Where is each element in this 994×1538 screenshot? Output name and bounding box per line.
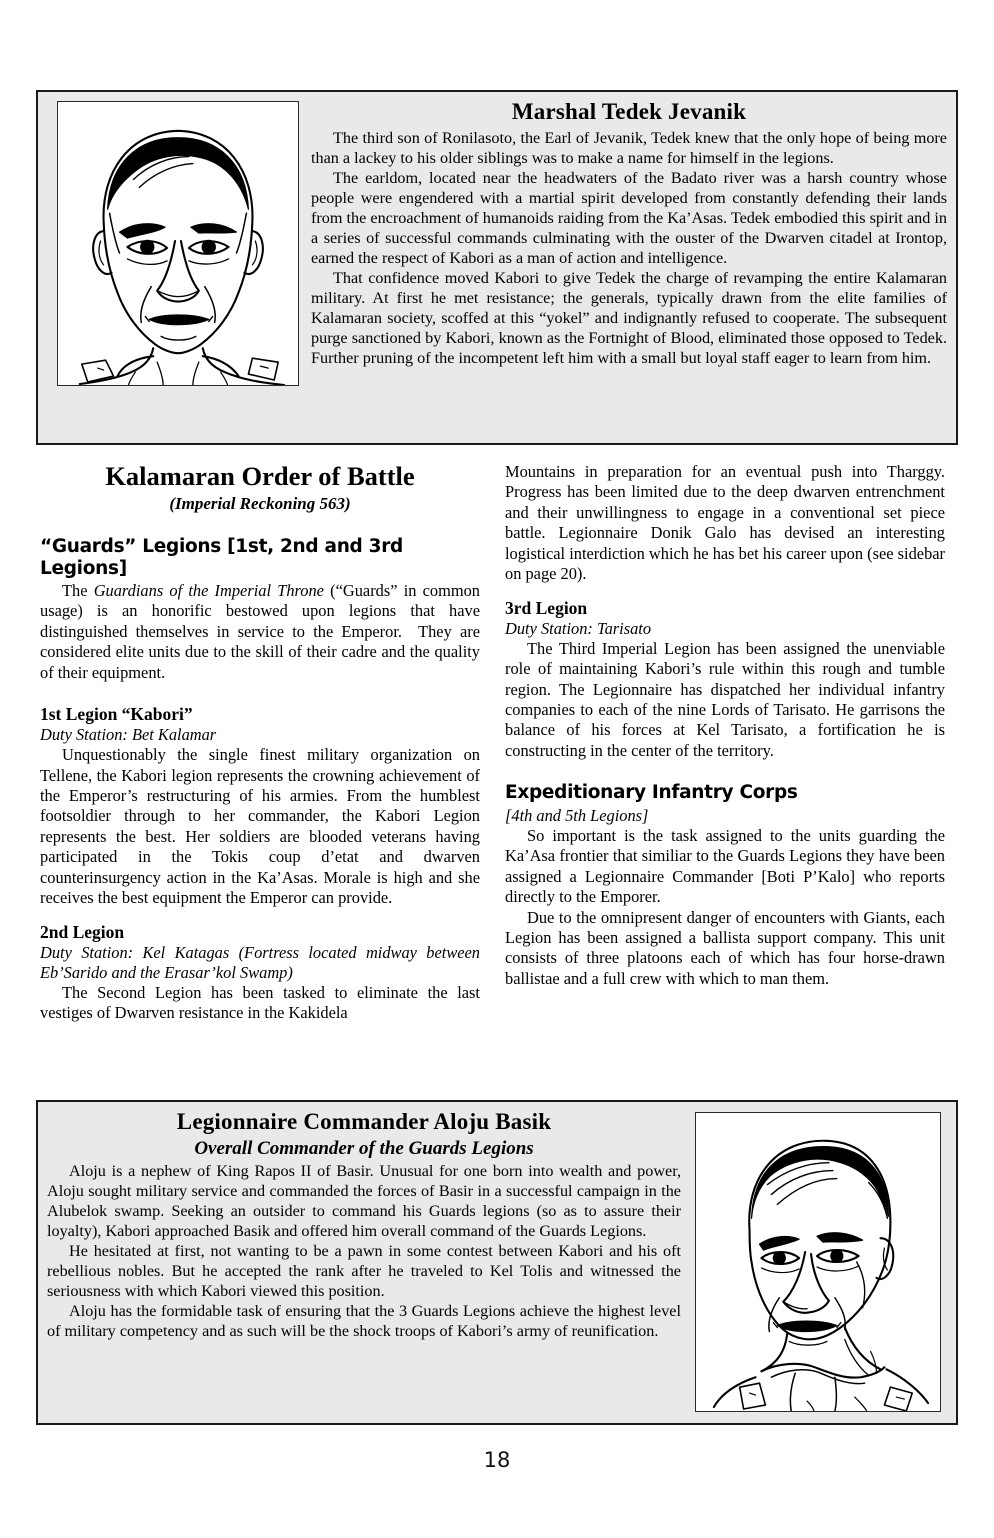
aloju-paragraph-1: Aloju is a nephew of King Rapos II of Basir. Unusual for one born into wealth and power, Aloju sought military service and commanded the forces of Basir in a successful campaign in the Alubelok swamp. Seeking an outsider to command his Guards legions (so as to assure their loyalty), Kabori approached Basik and offered him overall command of the Guards Legions. [47,1162,681,1241]
page-title: Kalamaran Order of Battle [105,461,415,491]
guards-legions-heading: “Guards” Legions [1st, 2nd and 3rd Legions] [40,536,403,579]
first-legion-heading: 1st Legion “Kabori” [40,703,193,724]
aloju-box-subtitle: Overall Commander of the Guards Legions [194,1137,534,1159]
second-legion-duty-station: Duty Station: Kel Katagas (Fortress located midway between Eb’Sarido and the Erasar’kol Swamp) [40,942,480,982]
aloju-paragraph-2: He hesitated at first, not wanting to be a pawn in some contest between Kabori and his oft rebellious nobles. But he accepted the rank after he traveled to Kel Tolis and witnessed the seriousness with which Kabori viewed this position. [47,1242,681,1301]
marshal-tedek-jevanik-portrait [57,101,299,386]
marshal-tedek-jevanik-box [36,90,958,445]
guards-legions-intro: The Guardians of the Imperial Throne (“Guards” in common usage) is an honorific bestowed upon legions that have distinguished themselves in service to the Emperor. They are considered elite units due to the skill of their cadre and the quality of their equipment. [40,580,480,682]
second-legion-body-continued: Mountains in preparation for an eventual push into Tharggy. Progress has been limited due to the deep dwarven entrenchment and their unwillingness to engage in a conventional set piece battle. Legionnaire Donik Galo has devised an interesting logistical interdiction which he has bet his career upon (see sidebar on page 20). [505,462,945,584]
page-number: 18 [483,1448,511,1472]
marshal-paragraph-1: The third son of Ronilasoto, the Earl of Jevanik, Tedek knew that the only hope of being more than a lackey to his older siblings was to make a name for himself in the legions. [311,128,947,167]
first-legion-duty-station: Duty Station: Bet Kalamar [40,724,217,744]
third-legion-body: The Third Imperial Legion has been assigned the unenviable role of maintaining Kabori’s rule within this rough and tumble region. The Legionnaire has dispatched her individual infantry companies to each of the nine Lords of Tarisato. He garrisons the balance of his forces at Kel Tarisato, a fortification he is constructing in the center of the territory. [505,638,945,760]
third-legion-heading: 3rd Legion [505,597,588,618]
article-right-column [505,462,945,989]
aloju-paragraph-3: Aloju has the formidable task of ensuring that the 3 Guards Legions achieve the highest level of military competency and as such will be the shock troops of Kabori’s army of reunification. [47,1302,681,1341]
marshal-paragraph-3: That confidence moved Kabori to give Tedek the charge of revamping the entire Kalamaran military. At first he met resistance; the generals, typically drawn from the elite families of Kalamaran society, scoffed at this “yokel” and indignantly refused to cooperate. The subsequent purge sanctioned by Kabori, known as the Fortnight of Blood, eliminated those opposed to Tedek. Further pruning of the incompetent left him with a small but loyal staff eager to learn from him. [311,268,947,367]
marshal-box-title: Marshal Tedek Jevanik [511,99,747,124]
expeditionary-corps-heading: Expeditionary Infantry Corps [505,782,798,804]
aloju-box-content [47,1109,681,1341]
first-legion-body: Unquestionably the single finest military organization on Tellene, the Kabori legion represents the crowning achievement of the Emperor’s restructuring of his armies. From the humblest footsoldier through to her commander, the Kabori Legion represents the best. Her soldiers are blooded veterans having participated in the Tokis coup d’etat and dwarven counterinsurgency action in the Ka’Asas. Morale is high and she receives the best equipment the Emperor can provide. [40,745,480,908]
aloju-basik-portrait [695,1112,941,1412]
page-subtitle: (Imperial Reckoning 563) [169,494,351,514]
second-legion-body-part1: The Second Legion has been tasked to eliminate the last vestiges of Dwarven resistance in the Kakidela [40,983,480,1023]
aloju-box-title: Legionnaire Commander Aloju Basik [176,1109,552,1134]
expeditionary-paragraph-2: Due to the omnipresent danger of encounters with Giants, each Legion has been assigned a ballista support company. This unit consists of three platoons each of which has four horse-drawn ballistae and a full crew with which to man them. [505,907,945,988]
marshal-paragraph-2: The earldom, located near the headwaters of the Badato river was a harsh country whose people were engendered with a martial spirit developed from constantly defending their lands from the encroachment of humanoids raiding from the Ka’Asas. Tedek embodied this spirit and in a series of successful commands culminating with the ouster of the Dwarven citadel at Irontop, earned the respect of Kabori as a man of action and intelligence. [311,168,947,267]
second-legion-heading: 2nd Legion [40,921,125,942]
expeditionary-corps-subheading: [4th and 5th Legions] [505,805,649,825]
article-left-column [40,462,480,1024]
expeditionary-paragraph-1: So important is the task assigned to the units guarding the Ka’Asa frontier that similiar to the Guards Legions they have been assigned a Legionnaire Commander [Boti P’Kalo] who reports directly to the Emporer. [505,825,945,907]
aloju-basik-box [36,1100,958,1425]
guards-legions-intro-italic: Guardians of the Imperial Throne [93,580,324,600]
third-legion-duty-station: Duty Station: Tarisato [505,618,652,638]
